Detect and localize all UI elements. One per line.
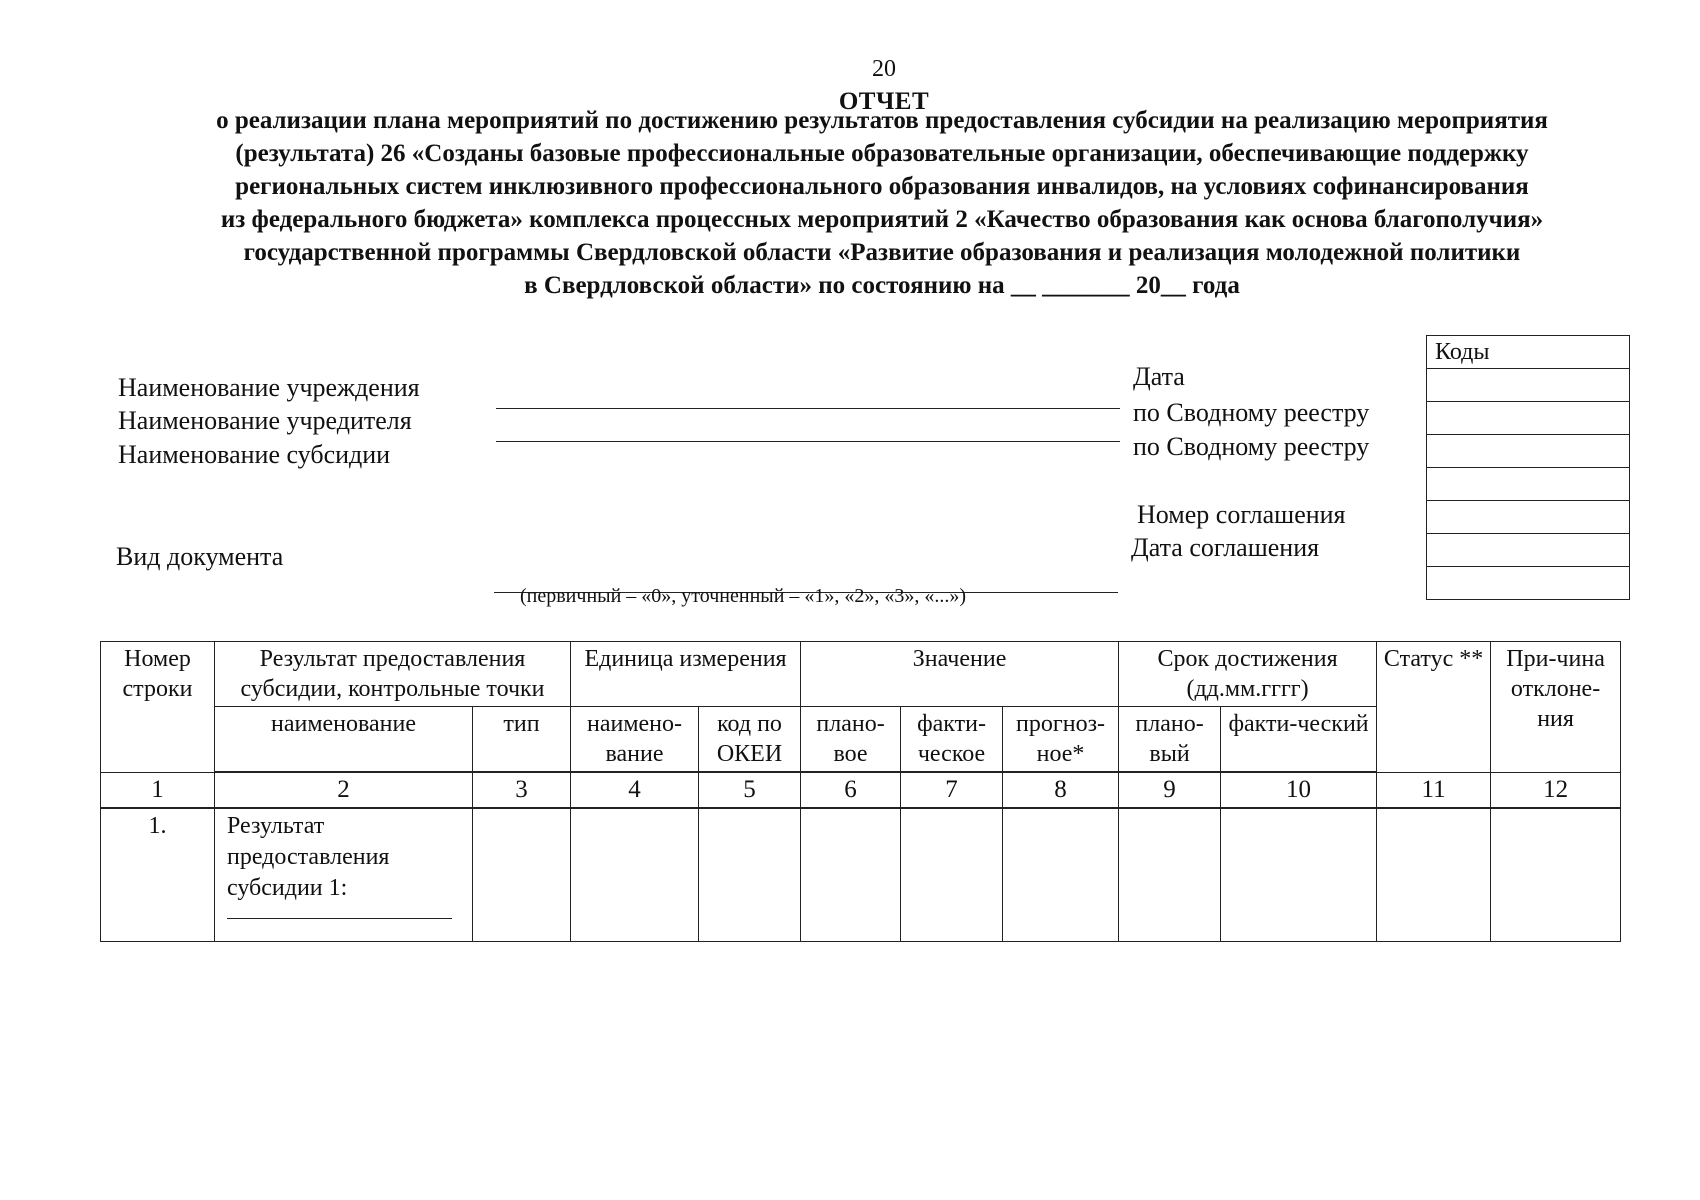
header-deadline: Срок достижения (дд.мм.гггг) <box>1119 642 1377 707</box>
header-reason: При-чина отклоне-ния <box>1491 642 1621 773</box>
institution-label: Наименование учреждения <box>118 373 420 402</box>
header-value-forecast: прогноз-ное* <box>1003 707 1119 773</box>
table-cell <box>1221 808 1377 942</box>
report-title: ОТЧЕТ <box>838 88 930 115</box>
agreement-number-label: Номер соглашения <box>1137 500 1346 529</box>
codes-cell <box>1427 402 1630 435</box>
doc-type-label: Вид документа <box>116 542 284 571</box>
heading-line: в Свердловской области» по состоянию на __ _______ 20__ года <box>524 272 1240 299</box>
subsidy-label: Наименование субсидии <box>118 440 391 469</box>
institution-line <box>496 408 1120 409</box>
header-value-actual: факти-ческое <box>901 707 1003 773</box>
heading-line: региональных систем инклюзивного профессионального образования инвалидов, на условиях софинансирования <box>235 173 1529 200</box>
heading-line: государственной программы Свердловской области «Развитие образования и реализация молодежной политики <box>243 239 1521 266</box>
codes-cell <box>1427 501 1630 534</box>
table-cell <box>699 808 801 942</box>
header-result-name: наименование <box>215 707 473 773</box>
report-table <box>100 641 1621 942</box>
column-number: 7 <box>901 772 1003 808</box>
header-row-number: Номер строки <box>101 642 215 773</box>
row-number: 1. <box>101 808 215 942</box>
agreement-date-label: Дата соглашения <box>1131 533 1320 562</box>
column-number: 8 <box>1003 772 1119 808</box>
date-label: Дата <box>1133 362 1185 391</box>
table-cell <box>473 808 571 942</box>
column-number: 1 <box>101 772 215 808</box>
header-unit: Единица измерения <box>571 642 801 707</box>
page-number: 20 <box>872 56 896 82</box>
table-row <box>101 808 1621 942</box>
header-status: Статус ** <box>1377 642 1491 773</box>
table-cell <box>1003 808 1119 942</box>
header-unit-name: наимено-вание <box>571 707 699 773</box>
result-name-cell <box>215 808 473 942</box>
table-cell <box>1491 808 1621 942</box>
header-value: Значение <box>801 642 1119 707</box>
codes-cell <box>1427 435 1630 468</box>
founder-label: Наименование учредителя <box>118 406 412 435</box>
header-result-type: тип <box>473 707 571 773</box>
table-cell <box>1377 808 1491 942</box>
result-name: Результат предоставления субсидии 1: <box>227 813 390 901</box>
table-cell <box>571 808 699 942</box>
column-number: 10 <box>1221 772 1377 808</box>
header-value-planned: плано-вое <box>801 707 901 773</box>
header-deadline-planned: плано-вый <box>1119 707 1221 773</box>
registry-label-2: по Сводному реестру <box>1133 432 1370 461</box>
column-number: 11 <box>1377 772 1491 808</box>
codes-cell <box>1427 468 1630 501</box>
column-number: 5 <box>699 772 801 808</box>
header-deadline-actual: факти-ческий <box>1221 707 1377 773</box>
codes-cell <box>1427 567 1630 600</box>
heading-line: (результата) 26 «Созданы базовые профессиональные образовательные организации, обеспечивающие поддержку <box>235 140 1529 167</box>
column-number: 6 <box>801 772 901 808</box>
codes-table <box>1426 335 1630 600</box>
report-heading <box>112 104 1652 302</box>
column-number-row <box>101 772 1621 808</box>
codes-cell <box>1427 369 1630 402</box>
heading-line: из федерального бюджета» комплекса процессных мероприятий 2 «Качество образования как основа благополучия» <box>220 206 1544 233</box>
column-number: 2 <box>215 772 473 808</box>
registry-label-1: по Сводному реестру <box>1133 398 1370 427</box>
table-cell <box>1119 808 1221 942</box>
column-number: 4 <box>571 772 699 808</box>
founder-line <box>496 441 1120 442</box>
codes-header: Коды <box>1427 336 1630 369</box>
table-cell <box>801 808 901 942</box>
column-number: 9 <box>1119 772 1221 808</box>
result-name-underline <box>227 918 452 919</box>
table-cell <box>901 808 1003 942</box>
codes-cell <box>1427 534 1630 567</box>
column-number: 3 <box>473 772 571 808</box>
heading-line: о реализации плана мероприятий по достижению результатов предоставления субсидии на реализацию мероприятия <box>216 107 1548 134</box>
header-unit-okei: код по ОКЕИ <box>699 707 801 773</box>
doc-type-hint: (первичный – «0», уточненный – «1», «2», «3», «...») <box>520 585 967 607</box>
column-number: 12 <box>1491 772 1621 808</box>
header-result: Результат предоставления субсидии, контрольные точки <box>215 642 571 707</box>
